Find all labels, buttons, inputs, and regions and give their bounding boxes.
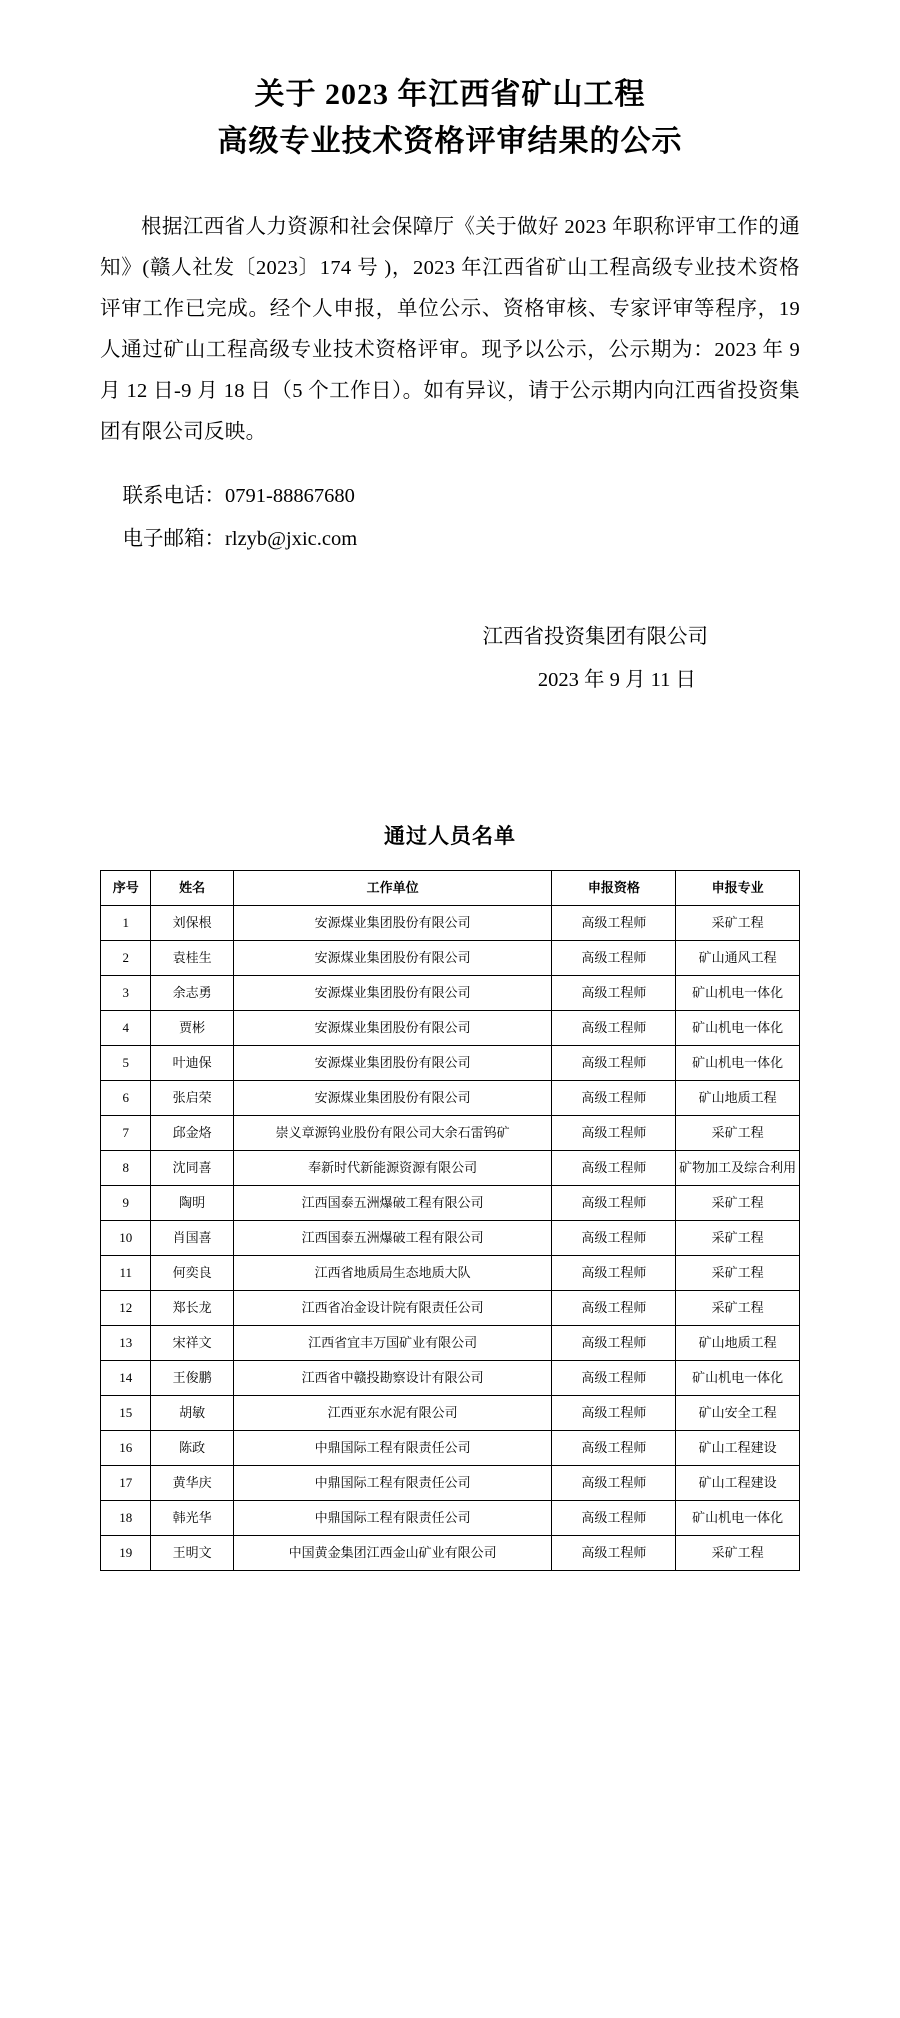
cell-name: 贾彬	[151, 1011, 234, 1046]
cell-qualification: 高级工程师	[552, 1536, 676, 1571]
table-row	[101, 1431, 800, 1466]
cell-index: 15	[101, 1396, 151, 1431]
cell-qualification: 高级工程师	[552, 1221, 676, 1256]
cell-qualification: 高级工程师	[552, 1011, 676, 1046]
cell-index: 6	[101, 1081, 151, 1116]
cell-name: 陶明	[151, 1186, 234, 1221]
table-row	[101, 1081, 800, 1116]
cell-name: 韩光华	[151, 1501, 234, 1536]
column-header-major: 申报专业	[676, 871, 800, 906]
cell-index: 5	[101, 1046, 151, 1081]
table-row	[101, 1536, 800, 1571]
cell-index: 1	[101, 906, 151, 941]
cell-qualification: 高级工程师	[552, 1431, 676, 1466]
cell-unit: 中鼎国际工程有限责任公司	[233, 1501, 552, 1536]
contact-email: 电子邮箱：rlzyb@jxic.com	[122, 528, 358, 551]
cell-qualification: 高级工程师	[552, 941, 676, 976]
column-header-unit: 工作单位	[233, 871, 552, 906]
cell-major: 采矿工程	[676, 1186, 800, 1221]
roster-table-body	[101, 906, 800, 1571]
cell-index: 13	[101, 1326, 151, 1361]
cell-unit: 安源煤业集团股份有限公司	[233, 1081, 552, 1116]
cell-index: 8	[101, 1151, 151, 1186]
notice-paragraph: 根据江西省人力资源和社会保障厅《关于做好 2023 年职称评审工作的通知》(赣人社发〔2023〕174 号 )，2023 年江西省矿山工程高级专业技术资格评审工作已完成。经个人申报，单位公示、资格审核、专家评审等程序，19 人通过矿山工程高级专业技术资格评审。现予以公示，公示期为：2023 年 9 月 12 日-9 月 18 日（5 个工作日）。如有异议，请于公示期内向江西省投资集团有限公司反映。	[100, 216, 800, 443]
cell-name: 余志勇	[151, 976, 234, 1011]
cell-name: 黄华庆	[151, 1466, 234, 1501]
table-row	[101, 1291, 800, 1326]
contact-block	[100, 475, 800, 561]
cell-name: 肖国喜	[151, 1221, 234, 1256]
table-row	[101, 1466, 800, 1501]
cell-qualification: 高级工程师	[552, 1046, 676, 1081]
table-row	[101, 1046, 800, 1081]
cell-unit: 江西亚东水泥有限公司	[233, 1396, 552, 1431]
cell-unit: 江西国泰五洲爆破工程有限公司	[233, 1186, 552, 1221]
cell-index: 17	[101, 1466, 151, 1501]
cell-major: 采矿工程	[676, 1291, 800, 1326]
cell-qualification: 高级工程师	[552, 976, 676, 1011]
cell-unit: 奉新时代新能源资源有限公司	[233, 1151, 552, 1186]
cell-index: 9	[101, 1186, 151, 1221]
page-title	[100, 0, 800, 165]
table-header-row	[101, 871, 800, 906]
table-row	[101, 1151, 800, 1186]
table-row	[101, 1326, 800, 1361]
table-row	[101, 976, 800, 1011]
title-line-1: 关于 2023 年江西省矿山工程	[254, 78, 646, 111]
table-row	[101, 1011, 800, 1046]
cell-name: 郑长龙	[151, 1291, 234, 1326]
cell-unit: 中鼎国际工程有限责任公司	[233, 1466, 552, 1501]
table-row	[101, 1116, 800, 1151]
cell-index: 7	[101, 1116, 151, 1151]
cell-unit: 中国黄金集团江西金山矿业有限公司	[233, 1536, 552, 1571]
cell-name: 王明文	[151, 1536, 234, 1571]
contact-phone: 联系电话：0791-88867680	[122, 485, 355, 507]
roster-table	[100, 870, 800, 1571]
signature-date: 2023 年 9 月 11 日	[537, 669, 696, 692]
cell-name: 刘保根	[151, 906, 234, 941]
cell-major: 采矿工程	[676, 1116, 800, 1151]
signature-organization: 江西省投资集团有限公司	[482, 626, 708, 649]
cell-major: 采矿工程	[676, 906, 800, 941]
cell-name: 何奕良	[151, 1256, 234, 1291]
column-header-qualification: 申报资格	[552, 871, 676, 906]
notice-body	[100, 207, 800, 453]
cell-unit: 中鼎国际工程有限责任公司	[233, 1431, 552, 1466]
cell-major: 矿山机电一体化	[676, 1011, 800, 1046]
cell-name: 陈政	[151, 1431, 234, 1466]
table-row	[101, 906, 800, 941]
table-row	[101, 1361, 800, 1396]
cell-major: 矿山地质工程	[676, 1081, 800, 1116]
cell-major: 矿山工程建设	[676, 1431, 800, 1466]
cell-major: 矿物加工及综合利用	[676, 1151, 800, 1186]
cell-major: 矿山机电一体化	[676, 1361, 800, 1396]
cell-unit: 江西国泰五洲爆破工程有限公司	[233, 1221, 552, 1256]
cell-major: 采矿工程	[676, 1256, 800, 1291]
table-row	[101, 1256, 800, 1291]
cell-name: 胡敏	[151, 1396, 234, 1431]
cell-index: 12	[101, 1291, 151, 1326]
cell-qualification: 高级工程师	[552, 1186, 676, 1221]
cell-major: 采矿工程	[676, 1536, 800, 1571]
signature-block	[100, 616, 800, 702]
cell-qualification: 高级工程师	[552, 1151, 676, 1186]
cell-name: 邱金烙	[151, 1116, 234, 1151]
cell-qualification: 高级工程师	[552, 1081, 676, 1116]
cell-qualification: 高级工程师	[552, 906, 676, 941]
table-row	[101, 1396, 800, 1431]
cell-unit: 安源煤业集团股份有限公司	[233, 1011, 552, 1046]
cell-major: 矿山机电一体化	[676, 1501, 800, 1536]
cell-index: 3	[101, 976, 151, 1011]
cell-qualification: 高级工程师	[552, 1326, 676, 1361]
cell-qualification: 高级工程师	[552, 1291, 676, 1326]
cell-name: 王俊鹏	[151, 1361, 234, 1396]
cell-index: 4	[101, 1011, 151, 1046]
cell-qualification: 高级工程师	[552, 1361, 676, 1396]
cell-name: 沈同喜	[151, 1151, 234, 1186]
title-line-2: 高级专业技术资格评审结果的公示	[217, 124, 683, 158]
cell-unit: 安源煤业集团股份有限公司	[233, 1046, 552, 1081]
cell-name: 张启荣	[151, 1081, 234, 1116]
cell-major: 矿山机电一体化	[676, 1046, 800, 1081]
cell-qualification: 高级工程师	[552, 1466, 676, 1501]
cell-major: 矿山通风工程	[676, 941, 800, 976]
cell-major: 矿山安全工程	[676, 1396, 800, 1431]
cell-unit: 江西省中赣投勘察设计有限公司	[233, 1361, 552, 1396]
cell-unit: 江西省地质局生态地质大队	[233, 1256, 552, 1291]
cell-index: 19	[101, 1536, 151, 1571]
cell-unit: 安源煤业集团股份有限公司	[233, 941, 552, 976]
cell-unit: 江西省宜丰万国矿业有限公司	[233, 1326, 552, 1361]
table-row	[101, 1221, 800, 1256]
cell-index: 16	[101, 1431, 151, 1466]
cell-qualification: 高级工程师	[552, 1396, 676, 1431]
cell-name: 袁桂生	[151, 941, 234, 976]
cell-qualification: 高级工程师	[552, 1501, 676, 1536]
table-row	[101, 1186, 800, 1221]
column-header-name: 姓名	[151, 871, 234, 906]
cell-unit: 安源煤业集团股份有限公司	[233, 906, 552, 941]
column-header-index: 序号	[101, 871, 151, 906]
cell-name: 宋祥文	[151, 1326, 234, 1361]
cell-major: 矿山地质工程	[676, 1326, 800, 1361]
cell-major: 矿山工程建设	[676, 1466, 800, 1501]
roster-table-wrap	[100, 870, 800, 1571]
cell-index: 2	[101, 941, 151, 976]
cell-name: 叶迪保	[151, 1046, 234, 1081]
cell-unit: 安源煤业集团股份有限公司	[233, 976, 552, 1011]
cell-unit: 江西省冶金设计院有限责任公司	[233, 1291, 552, 1326]
cell-qualification: 高级工程师	[552, 1116, 676, 1151]
cell-major: 矿山机电一体化	[676, 976, 800, 1011]
cell-major: 采矿工程	[676, 1221, 800, 1256]
table-row	[101, 1501, 800, 1536]
cell-index: 10	[101, 1221, 151, 1256]
cell-qualification: 高级工程师	[552, 1256, 676, 1291]
cell-unit: 崇义章源钨业股份有限公司大余石雷钨矿	[233, 1116, 552, 1151]
cell-index: 18	[101, 1501, 151, 1536]
cell-index: 14	[101, 1361, 151, 1396]
roster-title: 通过人员名单	[384, 824, 516, 849]
table-row	[101, 941, 800, 976]
cell-index: 11	[101, 1256, 151, 1291]
